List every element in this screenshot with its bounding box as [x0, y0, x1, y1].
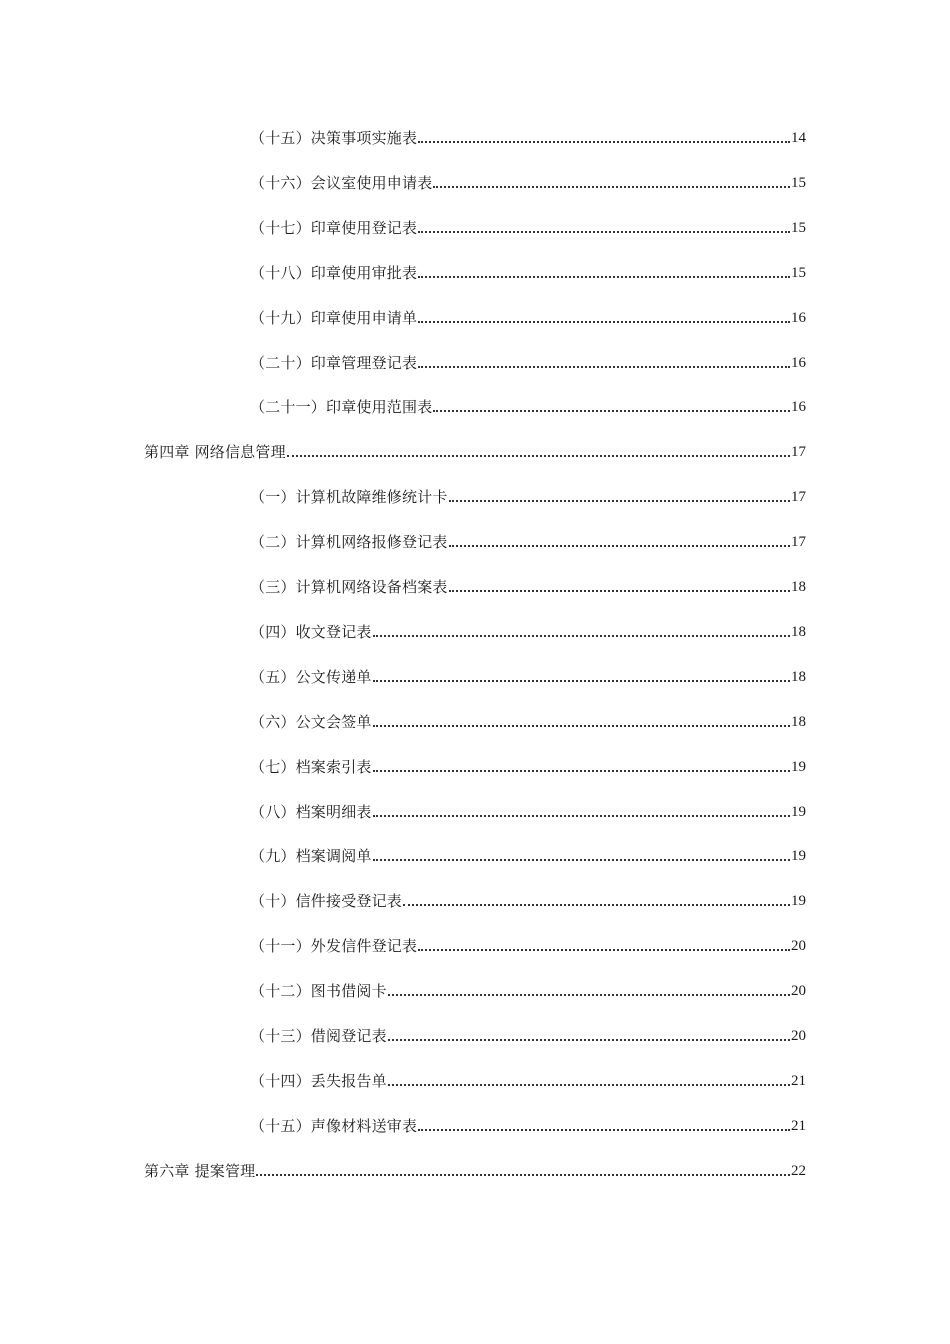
toc-entry-title: （二十）印章管理登记表: [250, 353, 418, 372]
toc-entry-title: （十四）丢失报告单: [250, 1071, 387, 1090]
toc-dot-leader: [418, 949, 790, 951]
toc-dot-leader: [449, 590, 790, 592]
toc-section-entry[interactable]: [250, 618, 806, 642]
toc-dot-leader: [418, 231, 790, 233]
toc-section-entry[interactable]: [250, 393, 806, 417]
toc-dot-leader: [388, 1039, 790, 1041]
toc-section-entry[interactable]: [250, 259, 806, 283]
toc-dot-leader: [373, 770, 790, 772]
toc-entry-title: 第六章 提案管理: [144, 1161, 256, 1180]
toc-entry-title: （十八）印章使用审批表: [250, 263, 418, 282]
toc-entry-title: （十七）印章使用登记表: [250, 218, 418, 237]
toc-chapter-entry[interactable]: [144, 1157, 806, 1181]
toc-dot-leader: [418, 276, 790, 278]
toc-page-number: 17: [791, 534, 806, 551]
toc-entry-title: （十五）决策事项实施表: [250, 129, 418, 147]
toc-page-number: 18: [791, 668, 806, 685]
toc-page-number: 21: [791, 1117, 806, 1134]
toc-dot-leader: [256, 1174, 790, 1176]
toc-section-entry[interactable]: [250, 1112, 806, 1136]
toc-dot-leader: [449, 500, 790, 502]
toc-section-entry[interactable]: [250, 842, 806, 866]
toc-entry-title: （二）计算机网络报修登记表: [250, 533, 448, 552]
toc-entry-title: 第四章 网络信息管理: [144, 443, 286, 462]
toc-section-entry[interactable]: [250, 887, 806, 911]
toc-section-entry[interactable]: [250, 483, 806, 507]
toc-page-number: 18: [791, 623, 806, 640]
toc-entry-title: （七）档案索引表: [250, 757, 372, 776]
toc-entry-title: （二十一）印章使用范围表: [250, 398, 433, 417]
toc-section-entry[interactable]: [250, 304, 806, 328]
toc-page-number: 19: [791, 803, 806, 820]
toc-entry-title: （三）计算机网络设备档案表: [250, 578, 448, 596]
toc-dot-leader: [373, 725, 790, 727]
toc-section-entry[interactable]: [250, 349, 806, 373]
toc-dot-leader: [388, 994, 790, 996]
toc-section-entry[interactable]: [250, 1022, 806, 1046]
toc-dot-leader: [418, 1129, 790, 1131]
toc-chapter-entry[interactable]: [144, 438, 806, 462]
toc-page-number: 15: [791, 174, 806, 191]
toc-section-entry[interactable]: [250, 124, 806, 148]
toc-page-number: 15: [791, 264, 806, 281]
toc-page-number: 16: [791, 399, 806, 416]
toc-page-number: 16: [791, 309, 806, 326]
toc-section-entry[interactable]: [250, 573, 806, 597]
toc-entry-title: （八）档案明细表: [250, 802, 372, 821]
toc-section-entry[interactable]: [250, 528, 806, 552]
toc-section-entry[interactable]: [250, 214, 806, 238]
toc-dot-leader: [418, 141, 790, 143]
toc-entry-title: （十）信件接受登记表: [250, 892, 403, 911]
toc-page-number: 16: [791, 354, 806, 371]
toc-page-number: 17: [791, 489, 806, 506]
toc-section-entry[interactable]: [250, 753, 806, 777]
toc-entry-title: （一）计算机故障维修统计卡: [250, 488, 448, 507]
toc-entry-title: （十一）外发信件登记表: [250, 937, 418, 956]
toc-section-entry[interactable]: [250, 169, 806, 193]
toc-section-entry[interactable]: [250, 708, 806, 732]
toc-entry-title: （五）公文传递单: [250, 667, 372, 686]
toc-section-entry[interactable]: [250, 798, 806, 822]
toc-dot-leader: [449, 545, 790, 547]
toc-page-number: 20: [791, 983, 806, 1000]
toc-dot-leader: [287, 455, 790, 457]
toc-page-number: 19: [791, 893, 806, 910]
toc-page-number: 14: [791, 130, 806, 146]
toc-section-entry[interactable]: [250, 932, 806, 956]
toc-page-number: 18: [791, 713, 806, 730]
toc-entry-title: （四）收文登记表: [250, 622, 372, 641]
toc-entry-title: （九）档案调阅单: [250, 847, 372, 866]
toc-section-entry[interactable]: [250, 1067, 806, 1091]
toc-entry-title: （十九）印章使用申请单: [250, 308, 418, 327]
toc-dot-leader: [373, 635, 790, 637]
toc-dot-leader: [433, 410, 790, 412]
toc-dot-leader: [373, 680, 790, 682]
toc-page-number: 19: [791, 848, 806, 865]
toc-page-number: 19: [791, 758, 806, 775]
toc-dot-leader: [418, 321, 790, 323]
toc-entry-title: （十六）会议室使用申请表: [250, 173, 433, 192]
toc-page-number: 15: [791, 219, 806, 236]
toc-dot-leader: [373, 815, 790, 817]
toc-page-number: 17: [791, 444, 806, 461]
toc-dot-leader: [373, 859, 790, 861]
toc-section-entry[interactable]: [250, 977, 806, 1001]
toc-dot-leader: [418, 366, 790, 368]
toc-page-number: 21: [791, 1072, 806, 1089]
toc-page-number: 20: [791, 938, 806, 955]
toc-dot-leader: [388, 1084, 790, 1086]
toc-entry-title: （十二）图书借阅卡: [250, 982, 387, 1001]
toc-page-number: 22: [791, 1162, 806, 1179]
toc-page-number: 18: [791, 579, 806, 595]
toc-entry-title: （六）公文会签单: [250, 712, 372, 731]
toc-entry-title: （十三）借阅登记表: [250, 1027, 387, 1045]
toc-page-number: 20: [791, 1028, 806, 1044]
toc-entry-title: （十五）声像材料送审表: [250, 1116, 418, 1135]
toc-dot-leader: [433, 186, 790, 188]
toc-section-entry[interactable]: [250, 663, 806, 687]
toc-dot-leader: [403, 904, 790, 906]
